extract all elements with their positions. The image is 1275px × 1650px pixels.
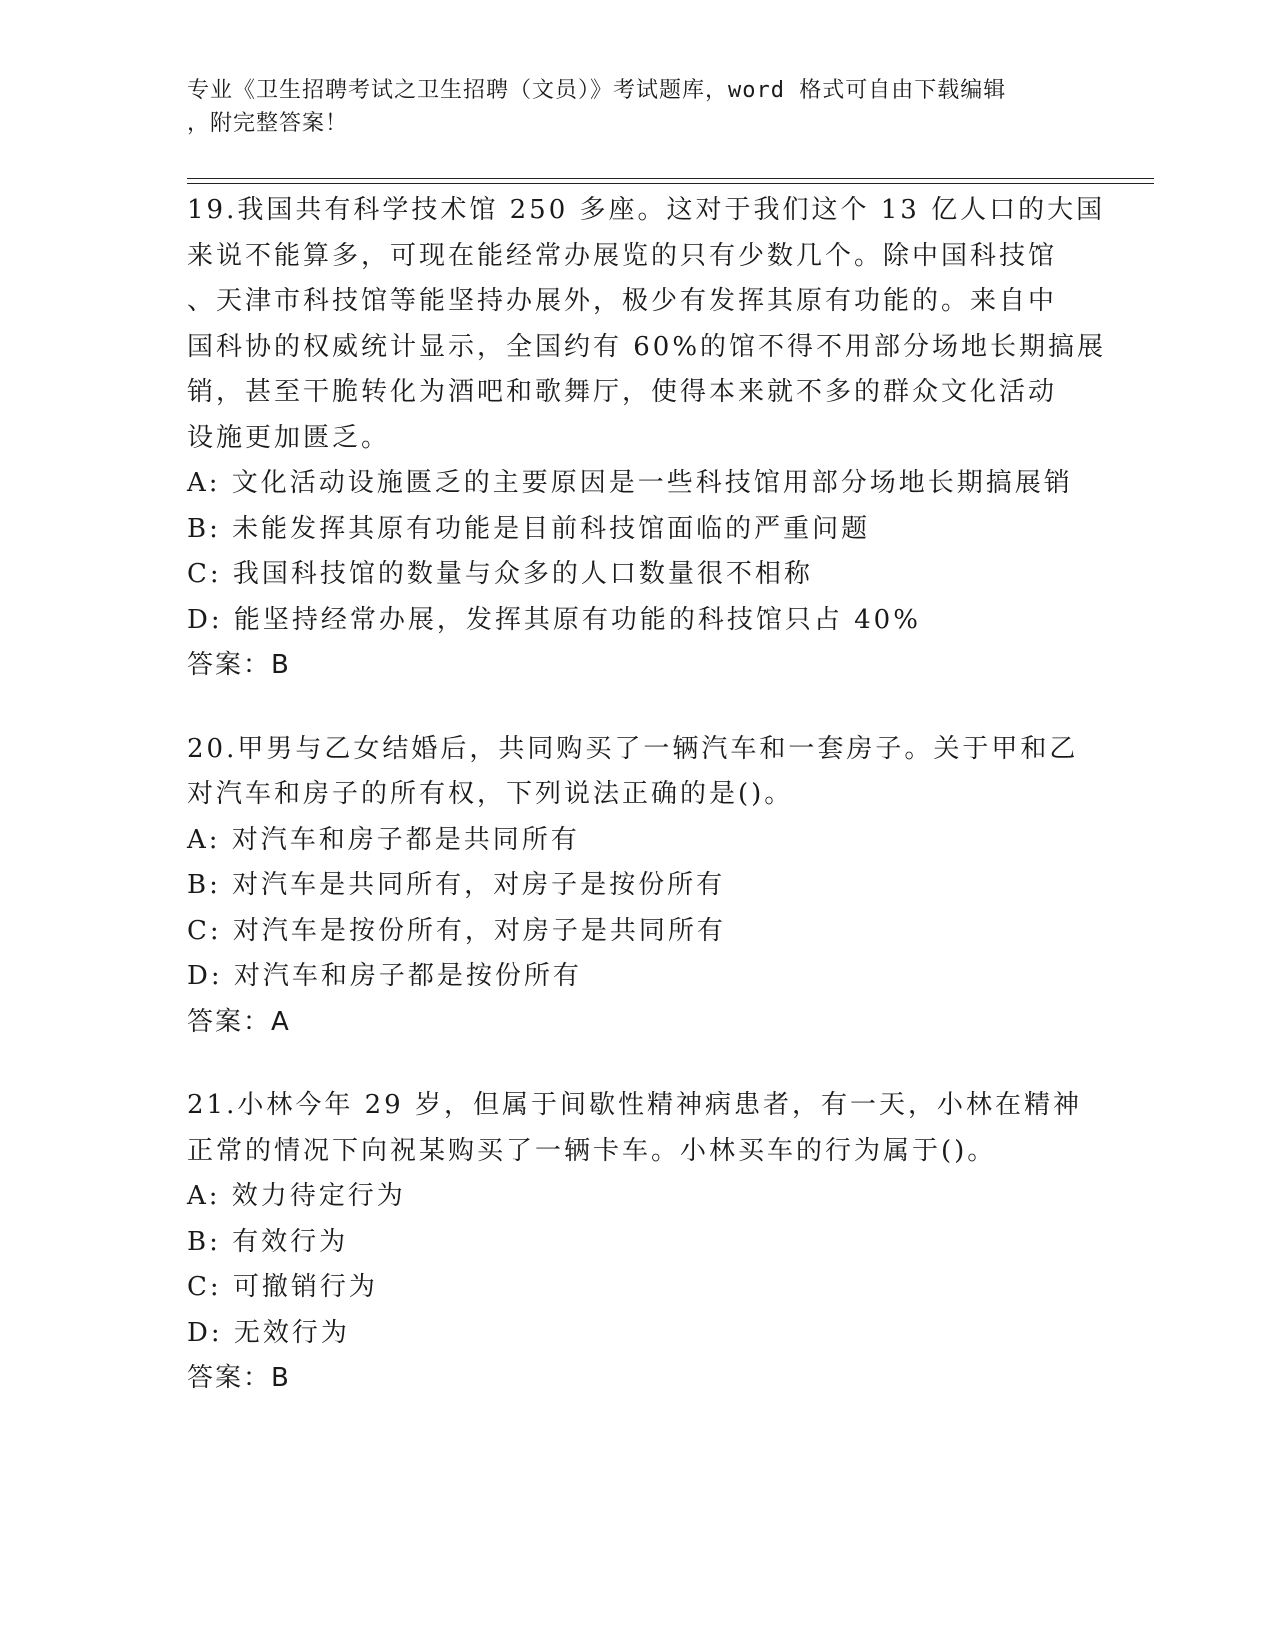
option-d: D: 能坚持经常办展，发挥其原有功能的科技馆只占 40% [187, 604, 921, 635]
question-19 [187, 188, 1107, 689]
header-line-2: ，附完整答案！ [187, 111, 349, 136]
question-stem-line: 19.我国共有科学技术馆 250 多座。这对于我们这个 13 亿人口的大国 [187, 195, 1106, 225]
option-c: C: 可撤销行为 [187, 1272, 378, 1302]
question-stem-line: 21.小林今年 29 岁，但属于间歇性精神病患者，有一天，小林在精神 [187, 1090, 1082, 1120]
option-c: C: 我国科技馆的数量与众多的人口数量很不相称 [187, 559, 813, 589]
header-divider-top [187, 178, 1154, 179]
option-c: C: 对汽车是按份所有，对房子是共同所有 [187, 915, 726, 946]
option-a: A: 文化活动设施匮乏的主要原因是一些科技馆用部分场地长期搞展销 [187, 468, 1073, 498]
option-a: A: 对汽车和房子都是共同所有 [187, 824, 580, 855]
question-list [187, 188, 1107, 1440]
question-stem-line: 来说不能算多，可现在能经常办展览的只有少数几个。除中国科技馆 [187, 240, 1058, 271]
answer-label: 答案：B [187, 650, 291, 680]
question-stem-line: 、天津市科技馆等能坚持办展外，极少有发挥其原有功能的。来自中 [187, 286, 1058, 316]
document-header [187, 74, 1087, 140]
question-stem-line: 国科协的权威统计显示，全国约有 60%的馆不得不用部分场地长期搞展 [187, 331, 1107, 362]
header-line-1: 专业《卫生招聘考试之卫生招聘（文员）》考试题库，word 格式可自由下载编辑 [187, 78, 1007, 103]
option-b: B: 有效行为 [187, 1226, 349, 1257]
answer-label: 答案：A [187, 1006, 291, 1037]
header-divider-bottom [187, 183, 1154, 184]
question-20 [187, 727, 1087, 1046]
question-stem-line: 正常的情况下向祝某购买了一辆卡车。小林买车的行为属于()。 [187, 1135, 997, 1166]
option-d: D: 对汽车和房子都是按份所有 [187, 961, 582, 991]
option-b: B: 对汽车是共同所有，对房子是按份所有 [187, 870, 726, 900]
question-stem-line: 销，甚至干脆转化为酒吧和歌舞厅，使得本来就不多的群众文化活动 [187, 377, 1058, 407]
option-a: A: 效力待定行为 [187, 1181, 406, 1211]
question-21 [187, 1083, 1087, 1402]
answer-label: 答案：B [187, 1363, 291, 1393]
option-b: B: 未能发挥其原有功能是目前科技馆面临的严重问题 [187, 513, 871, 544]
question-stem-line: 对汽车和房子的所有权，下列说法正确的是()。 [187, 779, 794, 809]
option-d: D: 无效行为 [187, 1317, 350, 1348]
question-stem-line: 20.甲男与乙女结婚后，共同购买了一辆汽车和一套房子。关于甲和乙 [187, 733, 1079, 764]
question-stem-line: 设施更加匮乏。 [187, 422, 391, 453]
